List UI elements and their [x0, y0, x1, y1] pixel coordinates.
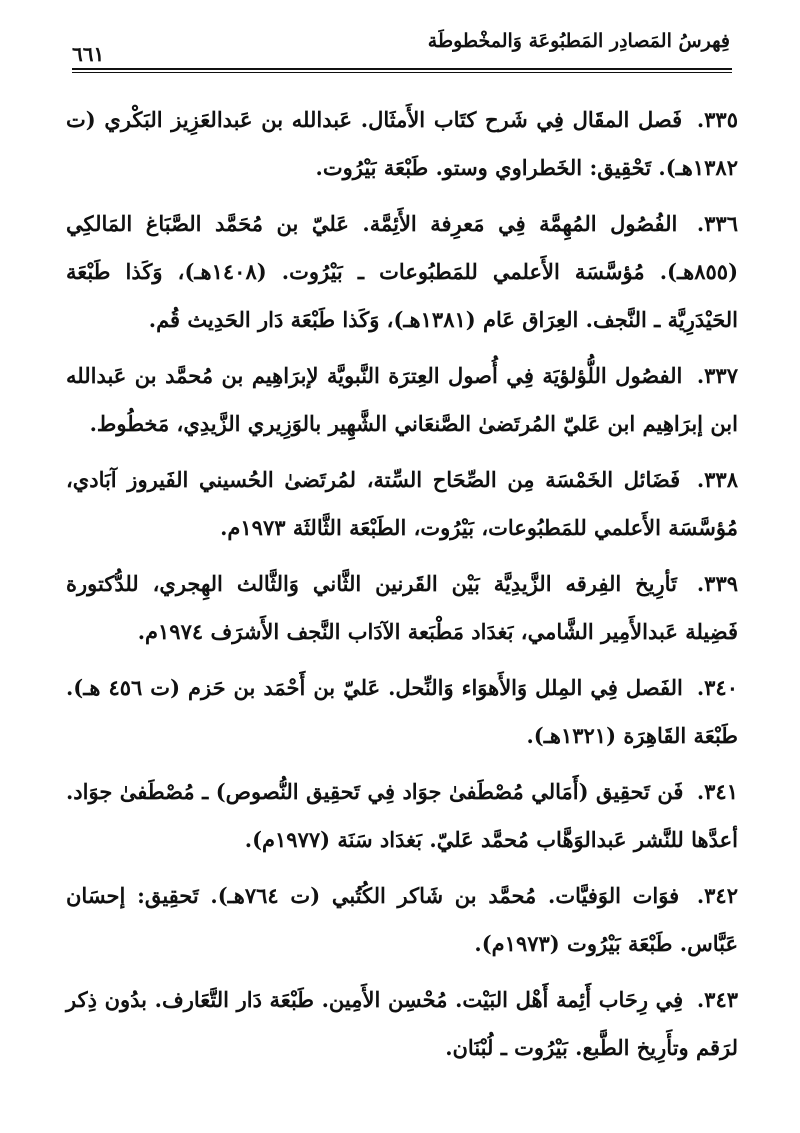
- bibliography-entry: [66, 976, 738, 1072]
- entry-number: ٣٣٧.: [696, 363, 738, 388]
- entry-number: ٣٣٥.: [696, 107, 738, 132]
- entry-text: الفَصل فِي المِلل وَالأَهوَاء وَالنِّحل. عَليّ بن أَحْمَد بن حَزم (ت ٤٥٦ هـ). طَبْعَة القَاهِرَة (١٣٢١هـ).: [66, 675, 738, 748]
- bibliography-list: [66, 96, 738, 1080]
- entry-text: فَن تَحقِيق (أَمَالي مُصْطَفىٰ جوَاد فِي تَحقِيق النُّصوص) ـ مُصْطَفىٰ جوَاد. أعدَّها للنَّشر عَبدالوَهَّاب مُحمَّد عَليّ. بَغدَاد سَنَة (١٩٧٧م).: [66, 779, 738, 852]
- bibliography-entry: [66, 200, 738, 344]
- entry-number: ٣٤٠.: [696, 675, 738, 700]
- bibliography-entry: [66, 96, 738, 192]
- entry-text: الفصُول اللُّؤلؤيَة فِي أُصول العِترَة النَّبويَّة لإبرَاهِيم بن مُحمَّد بن عَبدالله ابن إبرَاهِيم ابن عَليّ المُرتَضىٰ الصَّنعَاني الشَّهِير بالوَزِيري الزَّيدِي، مَخطُوط.: [66, 363, 738, 436]
- bibliography-entry: [66, 664, 738, 760]
- page-header: [72, 28, 732, 68]
- entry-text: فوَات الوَفيَّات. مُحمَّد بن شَاكر الكُتُبي (ت ٧٦٤هـ). تَحقِيق: إحسَان عَبَّاس. طَبْعَة بَيْرُوت (١٩٧٣م).: [66, 883, 738, 956]
- bibliography-entry: [66, 560, 738, 656]
- entry-number: ٣٣٨.: [696, 467, 738, 492]
- entry-text: فَصل المقَال فِي شَرح كتَاب الأَمثَال. عَبدالله بن عَبدالعَزِيز البَكْري (ت ١٣٨٢هـ). تَحْقِيق: الخَطراوي وستو. طَبْعَة بَيْرُوت.: [66, 107, 738, 180]
- entry-number: ٣٤١.: [696, 779, 738, 804]
- entry-text: الفُصُول المُهِمَّة فِي مَعرِفة الأَئِمَّة. عَليّ بن مُحَمَّد الصَّبَاغ المَالكِي (٨٥٥هـ). مُؤسَّسَة الأَعلمي للمَطبُوعات ـ بَيْرُوت. (١٤٠٨هـ)، وَكَذا طَبْعَة الحَيْدَرِيَّة ـ النَّجف. العِرَاق عَام (١٣٨١هـ)، وَكَذا طَبْعَة دَار الحَدِيث قُم.: [66, 211, 738, 332]
- entry-text: تَأرِيخ الفِرقه الزَّيدِيَّة بَيْن القَرنين الثَّاني وَالثَّالث الهِجري، للدُّكتورة فَضِيلة عَبدالأَمِير الشَّامي، بَغدَاد مَطْبَعة الآدَاب النَّجف الأَشرَف ١٩٧٤م.: [66, 571, 738, 644]
- bibliography-entry: [66, 768, 738, 864]
- bibliography-entry: [66, 456, 738, 552]
- running-title: فِهرسُ المَصادِر المَطبُوعَة وَالمخْطوطَة: [427, 30, 730, 52]
- entry-number: ٣٤٣.: [696, 987, 739, 1012]
- header-rule: [72, 68, 732, 70]
- entry-number: ٣٣٩.: [696, 571, 739, 596]
- entry-number: ٣٣٦.: [696, 211, 738, 236]
- bibliography-entry: [66, 352, 738, 448]
- entry-number: ٣٤٢.: [696, 883, 738, 908]
- header-rule-thin: [72, 72, 732, 73]
- bibliography-entry: [66, 872, 738, 968]
- entry-text: فِي رِحَاب أَئِمة أَهْل البَيْت. مُحْسِن الأَمِين. طَبْعَة دَار التَّعَارف. بدُون ذِكر لرَقم وتأَرِيخ الطَّبع. بَيْرُوت ـ لُبْنَان.: [66, 987, 738, 1060]
- page-number: ٦٦١: [72, 42, 105, 66]
- entry-text: فَضَائل الخَمْسَة مِن الصِّحَاح السِّتة، لمُرتَضىٰ الحُسيني الفَيروز آبَادي، مُؤسَّسَة الأَعلمي للمَطبُوعات، بَيْرُوت، الطَبْعَة الثَّالثَة ١٩٧٣م.: [66, 467, 738, 540]
